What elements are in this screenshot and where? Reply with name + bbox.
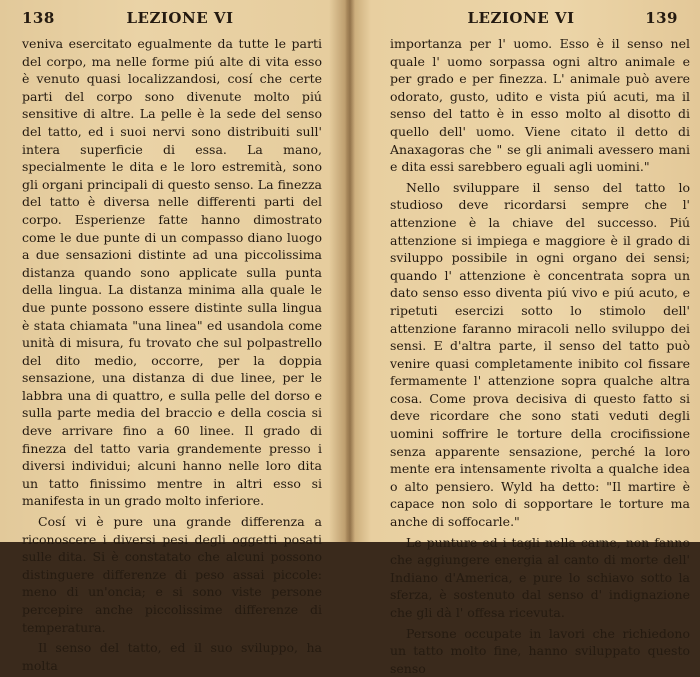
right-page (352, 0, 700, 676)
left-paragraph-1: veniva esercitato egualmente da tutte le parti del corpo, ma nelle forme piú alte di vita esso è venuto quasi localizzandosi, cosí che certe parti del corpo sono divenute molto piú sensitive di altre. La pelle è la sede del senso del tatto, ed i suoi nervi sono distribuiti sull' intera superficie di essa. La mano, specialmente le dita e le loro estremità, sono gli organi principali di questo senso. La finezza del tatto è diversa nelle differenti parti del corpo. Esperienze fatte hanno dimostrato come le due punte di un compasso diano luogo a due sensazioni distinte ad una piccolissima distanza quando sono applicate sulla punta della lingua. La distanza minima alla quale le due punte possono essere distinte sulla lingua è stata chiamata "una linea" ed usandola come unità di misura, fu trovato che sul polpastrello del dito medio, occorre, per la doppia sensazione, una distanza di due linee, per le labbra una di quattro, e sulla pelle del dorso e sulla parte media del braccio e della coscia si deve arrivare fino a 60 linee. Il grado di finezza del tatto varia grandemente presso i diversi individui; alcuni hanno nelle loro dita un tatto finissimo mentre in altri esso si manifesta in un grado molto inferiore. (22, 36, 322, 509)
right-paragraph-4: Persone occupate in lavori che richiedono un tatto molto fine, hanno sviluppato questo senso (390, 625, 690, 676)
right-page-header (352, 9, 700, 31)
left-page-number: 138 (22, 9, 55, 27)
right-paragraph-3: Le punture ed i tagli nella carne, non fanno che aggiungere energia al canto di morte dell' Indiano d'America, e pure lo schiavo sotto la sferza, è sostenuto dal senso d' indignazione che gli dà l' offesa ricevuta. (390, 534, 690, 620)
left-paragraph-2: Cosí vi è pure una grande differenza a riconoscere i diversi pesi degli oggetti posati sulle dita. Si è constatato che alcuni possono distinguere differenze di peso assai piccole: meno di un'oncia; e si sono viste persone percepire anche piccolissime differenze di temperatura. (22, 514, 322, 635)
left-page-running-title: LEZIONE VI (126, 9, 234, 27)
left-page-body (22, 35, 322, 674)
right-paragraph-2: Nello sviluppare il senso del tatto lo studioso deve ricordarsi sempre che l' attenzione è la chiave del successo. Piú attenzione si impiega e maggiore è il grado di sviluppo possibile in ogni organo dei sensi; quando l' attenzione è concentrata sopra un dato senso esso diventa piú vivo e piú acuto, e ripetuti esercizi sotto lo stimolo dell' attenzione faranno miracoli nello sviluppo dei sensi. E d'altra parte, il senso del tatto può venire quasi completamente inibito col fissare fermamente l' attenzione sopra qualche altra cosa. Come prova decisiva di questo fatto si deve ricordare che sono stati veduti degli uomini soffrire le torture della crocifissione senza apparente sensazione, perché la loro mente era intensamente rivolta a qualche idea o alto pensiero. Wyld ha detto: "Il martire è capace non solo di sopportare le torture ma anche di soffocarle." (390, 179, 690, 530)
left-paragraph-3: Il senso del tatto, ed il suo sviluppo, ha molta (22, 640, 322, 673)
right-page-body (390, 35, 690, 677)
right-page-number: 139 (645, 9, 678, 27)
right-paragraph-1: importanza per l' uomo. Esso è il senso nel quale l' uomo sorpassa ogni altro animale e per grado e per finezza. L' animale può avere odorato, gusto, udito e vista piú acuti, ma il senso del tatto è in esso molto al disotto di quello dell' uomo. Viene citato il detto di Anaxagoras che " se gli animali avessero mani e dita essi sarebbero eguali agli uomini." (390, 36, 690, 175)
right-page-running-title: LEZIONE VI (467, 9, 575, 27)
left-page-header (0, 9, 350, 31)
left-page (0, 0, 350, 673)
